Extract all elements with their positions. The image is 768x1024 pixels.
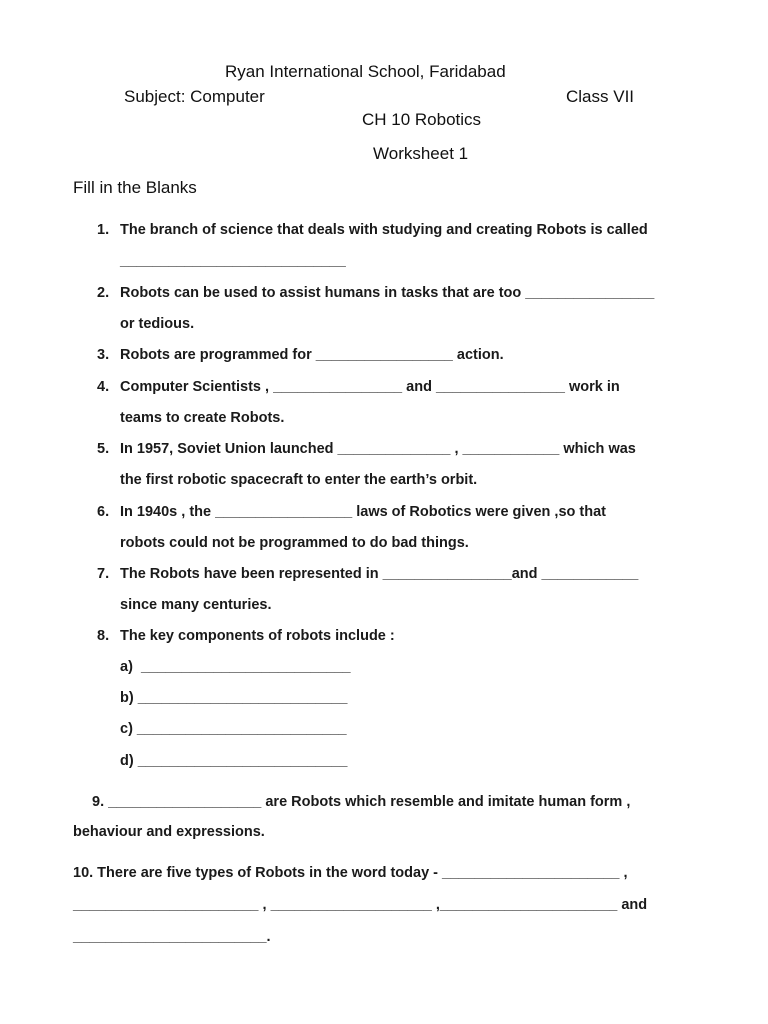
section-title: Fill in the Blanks <box>73 178 197 197</box>
q4-text-line2: teams to create Robots. <box>120 410 285 426</box>
q3-number: 3. <box>97 347 110 363</box>
q3-text-line1: Robots are programmed for _________________ action. <box>120 347 504 363</box>
q6-number: 6. <box>97 504 110 520</box>
q7-text-line2: since many centuries. <box>120 597 272 613</box>
q7-text-line1: The Robots have been represented in ________________and ____________ <box>120 566 639 582</box>
subject-label: Subject: Computer <box>124 87 265 106</box>
class-label: Class VII <box>566 87 635 106</box>
q8-option-d: d) __________________________ <box>120 753 348 769</box>
q2-text-line2: or tedious. <box>120 316 195 332</box>
q2-number: 2. <box>97 285 110 301</box>
q9-text-line1: 9. ___________________ are Robots which resemble and imitate human form , <box>92 794 631 810</box>
q5-text-line2: the first robotic spacecraft to enter the earth’s orbit. <box>120 472 478 488</box>
q1-blank: ____________________________ <box>120 253 346 269</box>
q10-text-line1: 10. There are five types of Robots in the word today - ______________________ , <box>73 865 628 881</box>
q8-option-b: b) __________________________ <box>120 690 348 706</box>
worksheet-title: Worksheet 1 <box>373 144 469 163</box>
q4-text-line1: Computer Scientists , ________________ and ________________ work in <box>120 379 620 395</box>
q8-text-line1: The key components of robots include : <box>120 628 395 644</box>
q4-number: 4. <box>97 379 110 395</box>
q1-text-line1: The branch of science that deals with studying and creating Robots is called <box>120 222 648 238</box>
school-name: Ryan International School, Faridabad <box>225 62 506 81</box>
chapter-title: CH 10 Robotics <box>362 110 482 129</box>
q6-text-line1: In 1940s , the _________________ laws of Robotics were given ,so that <box>120 504 606 520</box>
q1-number: 1. <box>97 222 110 238</box>
q10-text-line3: ________________________. <box>73 929 271 945</box>
q2-text-line1: Robots can be used to assist humans in tasks that are too ________________ <box>120 285 655 301</box>
q6-text-line2: robots could not be programmed to do bad things. <box>120 535 469 551</box>
q8-option-a: a) __________________________ <box>120 659 351 675</box>
q8-option-c: c) __________________________ <box>120 721 347 737</box>
q5-number: 5. <box>97 441 110 457</box>
q7-number: 7. <box>97 566 110 582</box>
q8-number: 8. <box>97 628 110 644</box>
q10-text-line2: _______________________ , ____________________ ,______________________ and <box>73 897 648 913</box>
q5-text-line1: In 1957, Soviet Union launched ______________ , ____________ which was <box>120 441 636 457</box>
q9-text-line2: behaviour and expressions. <box>73 824 265 840</box>
